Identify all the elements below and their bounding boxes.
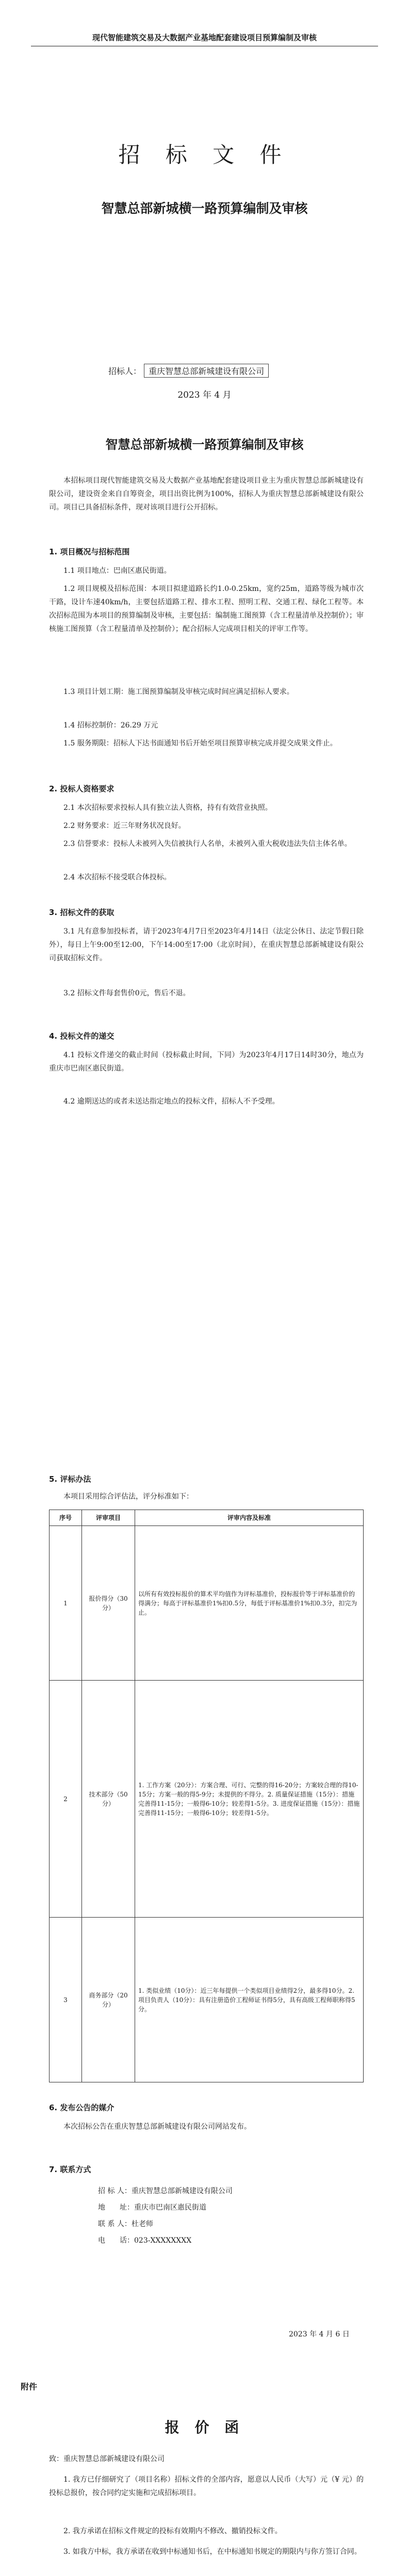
s1-3: 1.3 项目计划工期：施工图预算编制及审核完成时间应满足招标人要求。	[63, 688, 294, 696]
s1-4: 1.4 招标控制价：26.29 万元	[63, 721, 158, 730]
s1-1: 1.1 项目地点：巴南区惠民街道。	[63, 567, 171, 575]
notice-intro: 本招标项目现代智能建筑交易及大数据产业基地配套建设项目业主为重庆智慧总部新城建设有限公司，建设资金来自自筹资金，项目出资比例为100%，招标人为重庆智慧总部新城建设有限公司。项目已具备招标条件，现对该项目进行公开招标。	[49, 477, 364, 512]
row-content: 1. 类似业绩（10分）：近三年每提供一个类似项目业绩得2分，最多得10分。2. 项目负责人（10分）：具有注册造价工程师证书得5分，具有高级工程师职称得5分。	[135, 1918, 364, 2082]
cover-date: 2023 年 4 月	[177, 390, 232, 400]
row-item: 商务部分（20分）	[82, 1918, 135, 2082]
s3-1: 3.1 凡有意参加投标者，请于2023年4月7日至2023年4月14日（法定公休日、法定节假日除外），每日上午9:00至12:00，下午14:00至17:00（北京时间），在重庆智慧总部新城建设有限公司获取招标文件。	[49, 927, 364, 962]
section-7-heading: 7. 联系方式	[49, 2165, 91, 2174]
s3-2: 3.2 招标文件每套售价0元，售后不退。	[63, 989, 190, 997]
section-5-heading: 5. 评标办法	[49, 1475, 91, 1484]
notice-sign-date: 2023 年 4 月 6 日	[289, 2330, 350, 2338]
row-no: 3	[50, 1918, 82, 2082]
quote-title: 报 价 函	[165, 2419, 244, 2436]
tenderer-label: 招标人：	[108, 366, 142, 376]
contact-address: 地 址：重庆市巴南区惠民街道	[98, 2204, 206, 2212]
tenderer-line	[108, 364, 269, 378]
s1-2: 1.2 项目规模及招标范围：本项目拟建道路长约1.0-0.25km，宽约25m，道路等级为城市次干路，设计车速40km/h，主要包括道路工程、排水工程、照明工程、交通工程、绿化工程等。本次招标范围为本项目的预算编制及审核，主要包括：编制施工图预算（含工程量清单及控制价）；审核施工图预算（含工程量清单及控制价）；配合招标人完成项目相关的评审工作等。	[49, 585, 364, 633]
s5-1: 本项目采用综合评估法，评分标准如下：	[63, 1493, 193, 1501]
s2-3: 2.3 信誉要求：投标人未被列入失信被执行人名单，未被列入重大税收违法失信主体名单。	[63, 840, 352, 848]
col-header-no: 序号	[50, 1510, 82, 1526]
quote-to: 致：重庆智慧总部新城建设有限公司	[49, 2455, 165, 2463]
annex-label: 附件	[21, 2382, 38, 2392]
quote-p2: 2. 我方承诺在招标文件规定的投标有效期内不修改、撤销投标文件。	[63, 2527, 282, 2535]
section-3-heading: 3. 招标文件的获取	[49, 908, 114, 917]
row-item: 技术部分（50分）	[82, 1681, 135, 1918]
s1-5: 1.5 服务期限：招标人下达书面通知书后开始至项目预算审核完成并提交成果文件止。	[63, 739, 337, 748]
quote-p1: 1. 我方已仔细研究了（项目名称）招标文件的全部内容，愿意以人民币（大写）元（¥ 元）的投标总报价，按合同约定实施和完成招标项目。	[49, 2476, 364, 2497]
table-header-row	[50, 1510, 364, 1526]
contact-company: 招 标 人：重庆智慧总部新城建设有限公司	[98, 2187, 233, 2195]
table-row	[50, 1681, 364, 1918]
section-4-heading: 4. 投标文件的递交	[49, 1031, 114, 1041]
s6-1: 本次招标公告在重庆智慧总部新城建设有限公司网站发布。	[63, 2123, 251, 2131]
col-header-item: 评审项目	[82, 1510, 135, 1526]
quote-p3: 3. 如我方中标，我方承诺在收到中标通知书后，在中标通知书规定的期限内与你方签订合同。	[63, 2548, 362, 2556]
tenderer-name: 重庆智慧总部新城建设有限公司	[144, 364, 269, 378]
cover-subtitle: 智慧总部新城横一路预算编制及审核	[101, 201, 308, 216]
row-content: 1. 工作方案（20分）：方案合理、可行、完整的得16-20分；方案较合理的得10-15分；方案一般的得5-9分；未提供的不得分。2. 质量保证措施（15分）：措施完善得11-15分；一般得6-10分；较差得1-5分。3. 进度保证措施（15分）：措施完善得11-15分；一般得6-10分；较差得1-5分。	[135, 1681, 364, 1918]
table-row	[50, 1918, 364, 2082]
document-header: 现代智能建筑交易及大数据产业基地配套建设项目预算编制及审核	[31, 32, 378, 46]
contact-person: 联 系 人：杜老师	[98, 2220, 153, 2228]
row-no: 2	[50, 1681, 82, 1918]
row-item: 报价得分（30分）	[82, 1526, 135, 1681]
s4-1: 4.1 投标文件递交的截止时间（投标截止时间，下同）为2023年4月17日14时30分，地点为重庆市巴南区惠民街道。	[49, 1051, 364, 1073]
contact-phone: 电 话：023-XXXXXXXX	[98, 2236, 192, 2245]
s2-4: 2.4 本次招标不接受联合体投标。	[63, 873, 171, 882]
col-header-content: 评审内容及标准	[135, 1510, 364, 1526]
s2-1: 2.1 本次招标要求投标人具有独立法人资格，持有有效营业执照。	[63, 804, 272, 812]
cover-title: 招 标 文 件	[118, 142, 291, 167]
notice-title: 智慧总部新城横一路预算编制及审核	[105, 437, 304, 452]
table-row	[50, 1526, 364, 1681]
scoring-table	[49, 1510, 364, 2082]
section-1-heading: 1. 项目概况与招标范围	[49, 547, 130, 556]
row-content: 以所有有效投标报价的算术平均值作为评标基准价，投标报价等于评标基准价的得满分；每高于评标基准价1%扣0.5分，每低于评标基准价1%扣0.3分，扣完为止。	[135, 1526, 364, 1681]
section-6-heading: 6. 发布公告的媒介	[49, 2103, 114, 2112]
s4-2: 4.2 逾期送达的或者未送达指定地点的投标文件，招标人不予受理。	[63, 1097, 280, 1106]
s2-2: 2.2 财务要求：近三年财务状况良好。	[63, 822, 186, 830]
row-no: 1	[50, 1526, 82, 1681]
section-2-heading: 2. 投标人资格要求	[49, 784, 114, 793]
